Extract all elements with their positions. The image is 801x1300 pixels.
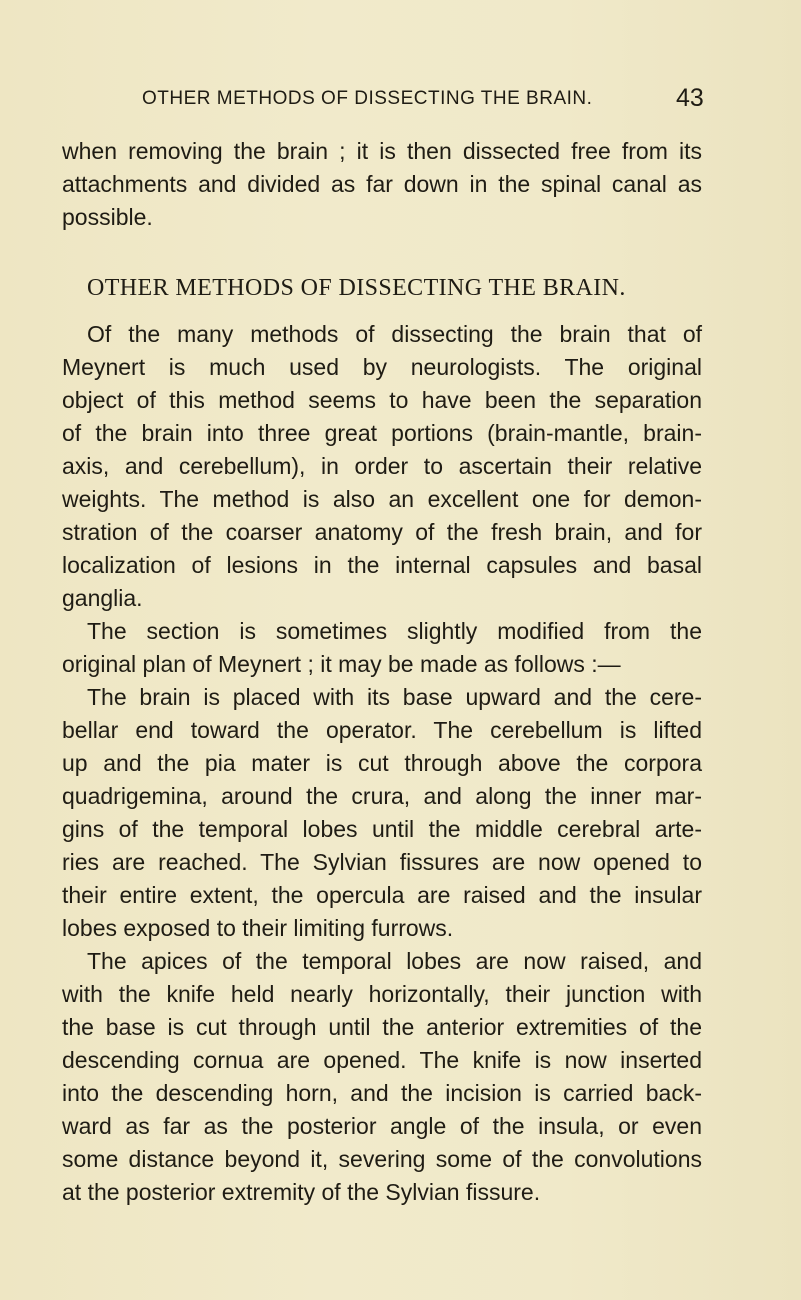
text-line: Of the many methods of dissecting the brain that of [87, 321, 702, 347]
text-line: ganglia. [62, 585, 143, 611]
text-line: stration of the coarser anatomy of the fresh brain, and for [62, 519, 702, 545]
text-line: the base is cut through until the anterior extremities of the [62, 1014, 702, 1040]
text-line: lobes exposed to their limiting furrows. [62, 915, 454, 941]
text-line: axis, and cerebellum), in order to ascertain their relative [62, 453, 702, 479]
continuation-paragraph [62, 135, 702, 234]
text-line: bellar end toward the operator. The cerebellum is lifted [62, 717, 702, 743]
text-line: quadrigemina, around the crura, and along the inner mar- [62, 783, 702, 809]
text-line: up and the pia mater is cut through above the corpora [62, 750, 702, 776]
text-line: of the brain into three great portions (brain-mantle, brain- [62, 420, 702, 446]
text-line: The brain is placed with its base upward and the cere- [87, 684, 702, 710]
section-heading: OTHER METHODS OF DISSECTING THE BRAIN. [87, 275, 626, 301]
text-line: attachments and divided as far down in the spinal canal as [62, 171, 702, 197]
text-line: weights. The method is also an excellent one for demon- [62, 486, 702, 512]
text-line: when removing the brain ; it is then dissected free from its [62, 138, 702, 164]
running-head: OTHER METHODS OF DISSECTING THE BRAIN. [142, 88, 593, 109]
text-line: descending cornua are opened. The knife is now inserted [62, 1047, 702, 1073]
section-body [62, 318, 702, 1209]
text-line: Meynert is much used by neurologists. The original [62, 354, 702, 380]
text-line: some distance beyond it, severing some of the convolutions [62, 1146, 702, 1172]
text-line: possible. [62, 204, 153, 230]
text-line: into the descending horn, and the incision is carried back- [62, 1080, 702, 1106]
text-line: ries are reached. The Sylvian fissures are now opened to [62, 849, 702, 875]
text-line: at the posterior extremity of the Sylvian fissure. [62, 1179, 541, 1205]
text-line: object of this method seems to have been the separation [62, 387, 702, 413]
text-line: The section is sometimes slightly modified from the [87, 618, 702, 644]
text-line: The apices of the temporal lobes are now raised, and [87, 948, 702, 974]
text-line: gins of the temporal lobes until the middle cerebral arte- [62, 816, 702, 842]
text-line: ward as far as the posterior angle of the insula, or even [62, 1113, 702, 1139]
text-line: localization of lesions in the internal capsules and basal [62, 552, 702, 578]
text-line: original plan of Meynert ; it may be made as follows :— [62, 651, 621, 677]
page-number: 43 [676, 84, 704, 112]
text-line: their entire extent, the opercula are raised and the insular [62, 882, 702, 908]
text-line: with the knife held nearly horizontally, their junction with [62, 981, 702, 1007]
